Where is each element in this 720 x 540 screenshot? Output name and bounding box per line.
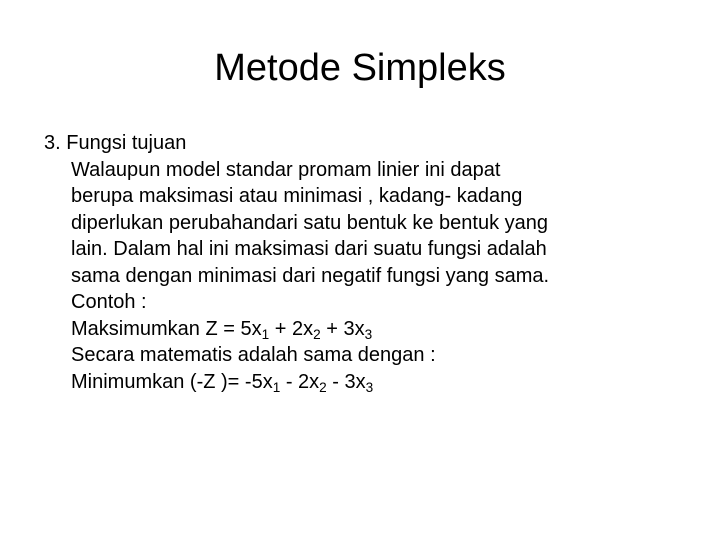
maximize-equation: Maksimumkan $Z = 5x_1 + 2x_2 + 3x_3$: [71, 317, 373, 342]
slide-title: Metode Simpleks: [214, 47, 506, 89]
section-heading: 3. Fungsi tujuan: [44, 132, 187, 154]
paragraph-line: berupa maksimasi atau minimasi , kadang- kadang: [71, 185, 523, 207]
example-label: Contoh :: [71, 291, 147, 313]
paragraph-line: diperlukan perubahandari satu bentuk ke bentuk yang: [71, 211, 549, 234]
paragraph-line: sama dengan minimasi dari negatif fungsi yang sama.: [71, 264, 550, 287]
slide-body: [44, 130, 684, 395]
minimize-equation: Minimumkan (-Z )= $-5x_1 - 2x_2 - 3x_3$: [71, 370, 374, 395]
paragraph-line: Walaupun model standar promam linier ini dapat: [71, 158, 501, 181]
paragraph-line: lain. Dalam hal ini maksimasi dari suatu fungsi adalah: [71, 238, 547, 260]
equivalence-statement: Secara matematis adalah sama dengan :: [71, 344, 436, 366]
